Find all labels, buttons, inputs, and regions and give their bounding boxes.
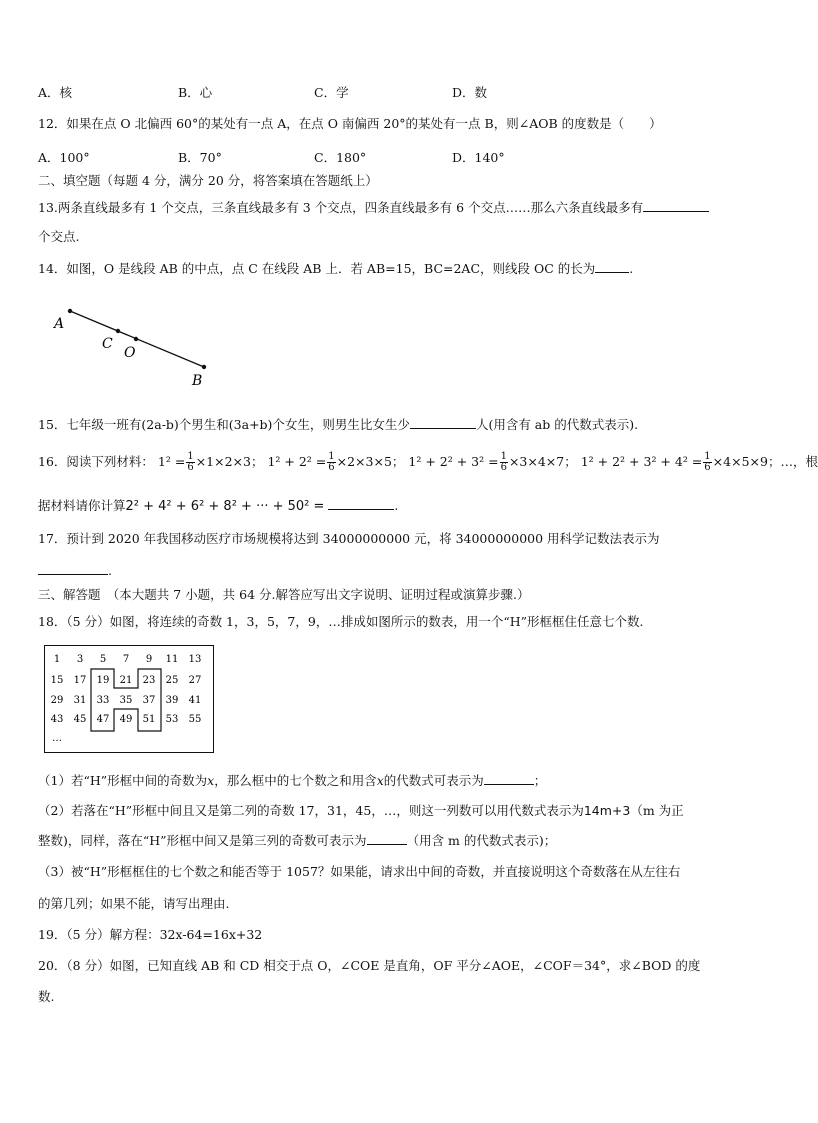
table-cell: 37: [142, 695, 156, 706]
table-cell: 33: [96, 695, 110, 706]
table-cell: 43: [50, 714, 64, 725]
q18-p2-l2-post: （用含 m 的代数式表示)；: [406, 833, 557, 848]
q12-option-b[interactable]: B．70°: [178, 150, 222, 165]
q18-part3-line2: 的第几列；如果不能，请写出理由.: [38, 896, 230, 911]
table-cell: 7: [122, 654, 130, 665]
q16-eq3-right: ×3×4×7；: [508, 454, 577, 469]
table-cell: 53: [165, 714, 179, 725]
q18-p1-post: 的代数式可表示为: [383, 773, 484, 788]
q19-text: 19．（5 分）解方程：32x-64=16x+32: [38, 927, 263, 942]
q14-text: O 是线段 AB 的中点，点 C 在线段 AB 上．若 AB=15，BC=2AC，则线段 OC 的长为: [103, 261, 596, 276]
fraction-one-sixth: $\frac{1}{6}$: [187, 451, 194, 473]
label-a: A: [54, 316, 65, 332]
q14-prefix: 14．如图，: [38, 261, 104, 276]
section-2-heading: 二、填空题（每题 4 分，满分 20 分，将答案填在答题纸上）: [38, 173, 378, 188]
table-cell: 1: [53, 654, 61, 665]
table-cell: 13: [188, 654, 202, 665]
table-cell: 47: [96, 714, 110, 725]
section-3-heading: 三、解答题 （本大题共 7 小题，共 64 分.解答应写出文字说明、证明过程或演算步骤.）: [38, 587, 530, 602]
q16-expression: 2² + 4² + 6² + 8² + ··· + 50² =: [125, 499, 325, 514]
q13-text: 13.两条直线最多有 1 个交点，三条直线最多有 3 个交点，四条直线最多有 6 个交点……那么六条直线最多有: [38, 200, 644, 215]
q12-text: 12．如果在点 O 北偏西 60°的某处有一点 A，在点 O 南偏西 20°的某处有一点 B，则∠AOB 的度数是（ ）: [38, 116, 662, 131]
fraction-one-sixth: $\frac{1}{6}$: [328, 451, 335, 473]
q18-p2-l1-pre: （2）若落在“H”形框中间且又是第二列的奇数 17，31，45，…，则这一列数可以用代数式表示为: [38, 803, 584, 818]
q11-option-c[interactable]: C．学: [314, 85, 349, 100]
q18-p2-l2-pre: 整数)，同样，落在“H”形框中间又是第三列的奇数可表示为: [38, 833, 367, 848]
table-cell: 29: [50, 695, 64, 706]
q16-eq4-right: ×4×5×9；…，根: [712, 454, 818, 469]
q16-line2-prefix: 据材料请你计算: [38, 498, 126, 513]
q15-text: 15．七年级一班有(2a-b)个男生和(3a+b)个女生，则男生比女生少: [38, 417, 410, 432]
q18-p1-answer-blank[interactable]: [484, 772, 534, 785]
q12-option-c[interactable]: C．180°: [314, 150, 367, 165]
q11-option-b[interactable]: B．心: [178, 85, 213, 100]
q16-eq1-right: ×1×2×3；: [195, 454, 264, 469]
q14-end: .: [629, 261, 634, 276]
table-cell: 15: [50, 675, 64, 686]
label-b: B: [192, 373, 203, 389]
q18-part3-line1: （3）被“H”形框框住的七个数之和能否等于 1057？如果能，请求出中间的奇数，并直接说明这个奇数落在从左往右: [38, 864, 681, 879]
q17-line1: 17．预计到 2020 年我国移动医疗市场规模将达到 34000000000 元，将 34000000000 用科学记数法表示为: [38, 531, 660, 546]
q16-eq3-left: 1² + 2² + 3² =: [408, 454, 499, 469]
table-cell: 55: [188, 714, 202, 725]
q11-option-a[interactable]: A．核: [38, 85, 73, 100]
q18-part1: [38, 772, 546, 789]
q18-p2-l1-post: （m 为正: [630, 803, 684, 818]
q15-post: 人(用含有 ab 的代数式表示).: [475, 417, 639, 432]
table-cell: 11: [165, 654, 179, 665]
q18-p1-var: x: [207, 773, 215, 788]
table-cell: 27: [188, 675, 202, 686]
table-cell: 9: [145, 654, 153, 665]
table-cell: 21: [119, 675, 133, 686]
q18-p2-expr: 14m+3: [583, 803, 631, 818]
table-cell: 19: [96, 675, 110, 686]
label-o: O: [124, 345, 136, 361]
table-cell: 49: [119, 714, 133, 725]
table-cell: 5: [99, 654, 107, 665]
table-cell: 23: [142, 675, 156, 686]
q18-p1-mid: ，那么框中的七个数之和用含: [214, 773, 377, 788]
q18-part2-line2: [38, 832, 556, 849]
fraction-one-sixth: $\frac{1}{6}$: [704, 451, 711, 473]
table-cell: 3: [76, 654, 84, 665]
q18-intro: 18．（5 分）如图，将连续的奇数 1，3，5，7，9，…排成如图所示的数表，用一个“H”形框框住任意七个数.: [38, 614, 644, 629]
q12-option-a[interactable]: A．100°: [38, 150, 90, 165]
q18-p1-end: ；: [533, 773, 547, 788]
q20-line1: 20．（8 分）如图，已知直线 AB 和 CD 相交于点 O，∠COE 是直角，OF 平分∠AOE，∠COF＝34°，求∠BOD 的度: [38, 958, 701, 973]
q17-end: .: [108, 563, 112, 578]
q16-prefix: 16．阅读下列材料：: [38, 454, 154, 469]
q13-line2: 个交点.: [38, 229, 80, 244]
q16-eq4-left: 1² + 2² + 3² + 4² =: [580, 454, 703, 469]
table-cell: 51: [142, 714, 156, 725]
q16-eq2-left: 1² + 2² =: [267, 454, 327, 469]
q16-end: .: [394, 498, 399, 513]
q16-eq2-right: ×2×3×5；: [336, 454, 405, 469]
table-cell: 25: [165, 675, 179, 686]
q11-option-d[interactable]: D．数: [452, 85, 488, 100]
table-cell: 31: [73, 695, 87, 706]
q18-p1-var2: x: [376, 773, 384, 788]
q18-p1-pre: （1）若“H”形框中间的奇数为: [38, 773, 208, 788]
q18-p2-answer-blank[interactable]: [367, 832, 407, 845]
fraction-one-sixth: $\frac{1}{6}$: [500, 451, 507, 473]
table-cell: 35: [119, 695, 133, 706]
table-cell: 39: [165, 695, 179, 706]
q12-option-d[interactable]: D．140°: [452, 150, 505, 165]
q20-line2: 数.: [38, 989, 55, 1004]
table-cell: …: [52, 733, 62, 744]
label-c: C: [102, 336, 113, 352]
table-cell: 17: [73, 675, 87, 686]
table-cell: 41: [188, 695, 202, 706]
q18-part2-line1: [38, 803, 684, 819]
q16-eq1-left: 1² =: [157, 454, 186, 469]
table-cell: 45: [73, 714, 87, 725]
